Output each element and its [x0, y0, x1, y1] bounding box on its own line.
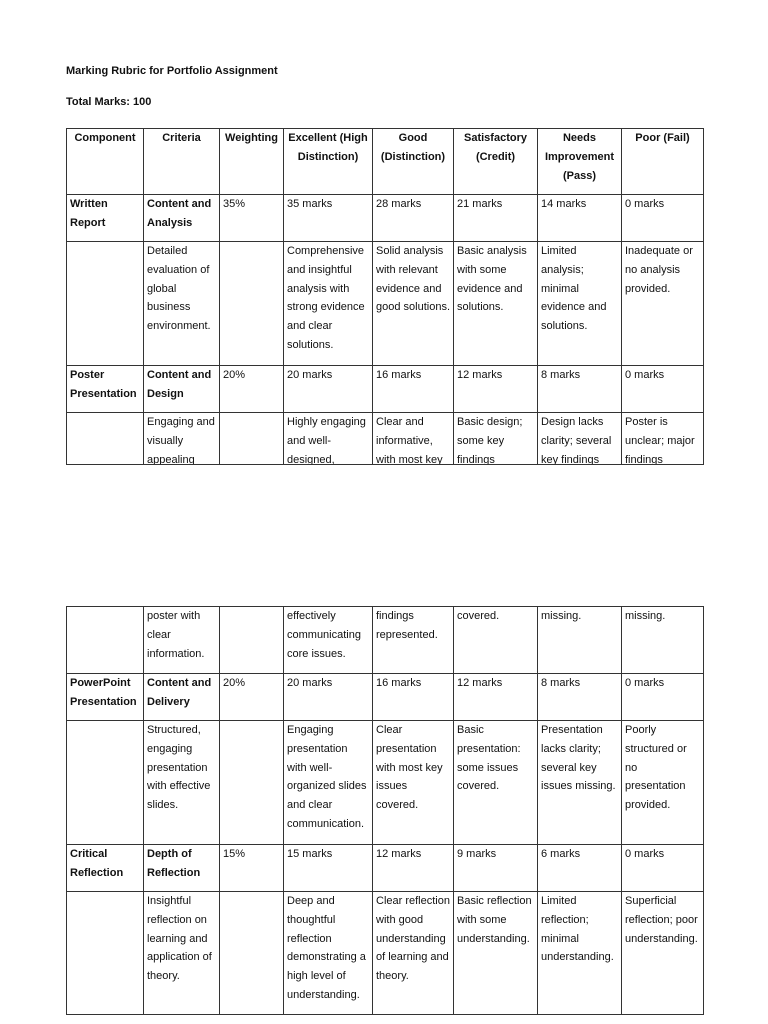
cell-good: Clear reflection with good understanding of learning and theory. — [373, 892, 454, 1015]
cell-satisfactory: Basic design; some key findings — [454, 413, 538, 465]
cell-weighting — [220, 413, 284, 465]
header-poor: Poor (Fail) — [622, 129, 704, 195]
cell-poor: 0 marks — [622, 845, 704, 892]
cell-excellent: Deep and thoughtful reflection demonstrating a high level of understanding. — [284, 892, 373, 1015]
table-header-row — [67, 129, 704, 195]
cell-good: 28 marks — [373, 195, 454, 242]
header-good: Good (Distinction) — [373, 129, 454, 195]
rubric-table-page-1 — [66, 128, 704, 465]
cell-weighting — [220, 242, 284, 366]
cell-satisfactory: covered. — [454, 607, 538, 674]
cell-criteria: Structured, engaging presentation with effective slides. — [144, 721, 220, 845]
cell-satisfactory: Basic reflection with some understanding. — [454, 892, 538, 1015]
cell-good: 16 marks — [373, 366, 454, 413]
cell-component — [67, 413, 144, 465]
cell-component — [67, 242, 144, 366]
cell-weighting: 20% — [220, 674, 284, 721]
cell-satisfactory: 12 marks — [454, 366, 538, 413]
table-row — [67, 242, 704, 366]
cell-good: Clear and informative, with most key — [373, 413, 454, 465]
cell-needs-improvement: Design lacks clarity; several key findings — [538, 413, 622, 465]
cell-component: PowerPoint Presentation — [67, 674, 144, 721]
cell-good: 16 marks — [373, 674, 454, 721]
cell-needs-improvement: missing. — [538, 607, 622, 674]
table-row — [67, 674, 704, 721]
cell-needs-improvement: 14 marks — [538, 195, 622, 242]
cell-weighting — [220, 721, 284, 845]
header-satisfactory: Satisfactory (Credit) — [454, 129, 538, 195]
table-row — [67, 892, 704, 1015]
cell-component: Critical Reflection — [67, 845, 144, 892]
cell-excellent: effectively communicating core issues. — [284, 607, 373, 674]
cell-poor: Poster is unclear; major findings — [622, 413, 704, 465]
cell-poor: 0 marks — [622, 195, 704, 242]
cell-weighting — [220, 892, 284, 1015]
cell-poor: Inadequate or no analysis provided. — [622, 242, 704, 366]
cell-satisfactory: 9 marks — [454, 845, 538, 892]
cell-criteria: Engaging and visually appealing — [144, 413, 220, 465]
cell-weighting: 20% — [220, 366, 284, 413]
cell-needs-improvement: Presentation lacks clarity; several key issues missing. — [538, 721, 622, 845]
cell-good: Solid analysis with relevant evidence and good solutions. — [373, 242, 454, 366]
document-title: Marking Rubric for Portfolio Assignment — [66, 65, 278, 77]
cell-poor: 0 marks — [622, 674, 704, 721]
total-marks: Total Marks: 100 — [66, 96, 152, 108]
cell-excellent: 20 marks — [284, 674, 373, 721]
cell-poor: missing. — [622, 607, 704, 674]
header-component: Component — [67, 129, 144, 195]
cell-poor: Poorly structured or no presentation provided. — [622, 721, 704, 845]
cell-criteria: Detailed evaluation of global business environment. — [144, 242, 220, 366]
table-row — [67, 721, 704, 845]
header-excellent: Excellent (High Distinction) — [284, 129, 373, 195]
cell-criteria: Insightful reflection on learning and application of theory. — [144, 892, 220, 1015]
cell-excellent: 35 marks — [284, 195, 373, 242]
table-row — [67, 366, 704, 413]
cell-component — [67, 721, 144, 845]
cell-excellent: Highly engaging and well-designed, — [284, 413, 373, 465]
cell-criteria: Content and Delivery — [144, 674, 220, 721]
cell-criteria: poster with clear information. — [144, 607, 220, 674]
header-needs-improvement: Needs Improvement (Pass) — [538, 129, 622, 195]
cell-component — [67, 892, 144, 1015]
cell-component: Poster Presentation — [67, 366, 144, 413]
cell-component — [67, 607, 144, 674]
cell-weighting: 35% — [220, 195, 284, 242]
cell-excellent: Engaging presentation with well-organized slides and clear communication. — [284, 721, 373, 845]
cell-poor: 0 marks — [622, 366, 704, 413]
cell-component: Written Report — [67, 195, 144, 242]
cell-criteria: Content and Analysis — [144, 195, 220, 242]
cell-good: findings represented. — [373, 607, 454, 674]
cell-satisfactory: 21 marks — [454, 195, 538, 242]
cell-satisfactory: 12 marks — [454, 674, 538, 721]
cell-satisfactory: Basic presentation: some issues covered. — [454, 721, 538, 845]
cell-poor: Superficial reflection; poor understanding. — [622, 892, 704, 1015]
cell-needs-improvement: 8 marks — [538, 366, 622, 413]
rubric-table-page-2 — [66, 606, 704, 1015]
cell-needs-improvement: 6 marks — [538, 845, 622, 892]
header-criteria: Criteria — [144, 129, 220, 195]
table-row — [67, 413, 704, 465]
cell-good: 12 marks — [373, 845, 454, 892]
cell-criteria: Content and Design — [144, 366, 220, 413]
cell-good: Clear presentation with most key issues covered. — [373, 721, 454, 845]
cell-satisfactory: Basic analysis with some evidence and solutions. — [454, 242, 538, 366]
cell-excellent: 15 marks — [284, 845, 373, 892]
cell-criteria: Depth of Reflection — [144, 845, 220, 892]
cell-weighting: 15% — [220, 845, 284, 892]
table-row — [67, 607, 704, 674]
cell-needs-improvement: 8 marks — [538, 674, 622, 721]
cell-needs-improvement: Limited reflection; minimal understanding. — [538, 892, 622, 1015]
header-weighting: Weighting — [220, 129, 284, 195]
cell-weighting — [220, 607, 284, 674]
cell-excellent: 20 marks — [284, 366, 373, 413]
cell-excellent: Comprehensive and insightful analysis with strong evidence and clear solutions. — [284, 242, 373, 366]
table-row — [67, 195, 704, 242]
table-row — [67, 845, 704, 892]
cell-needs-improvement: Limited analysis; minimal evidence and solutions. — [538, 242, 622, 366]
